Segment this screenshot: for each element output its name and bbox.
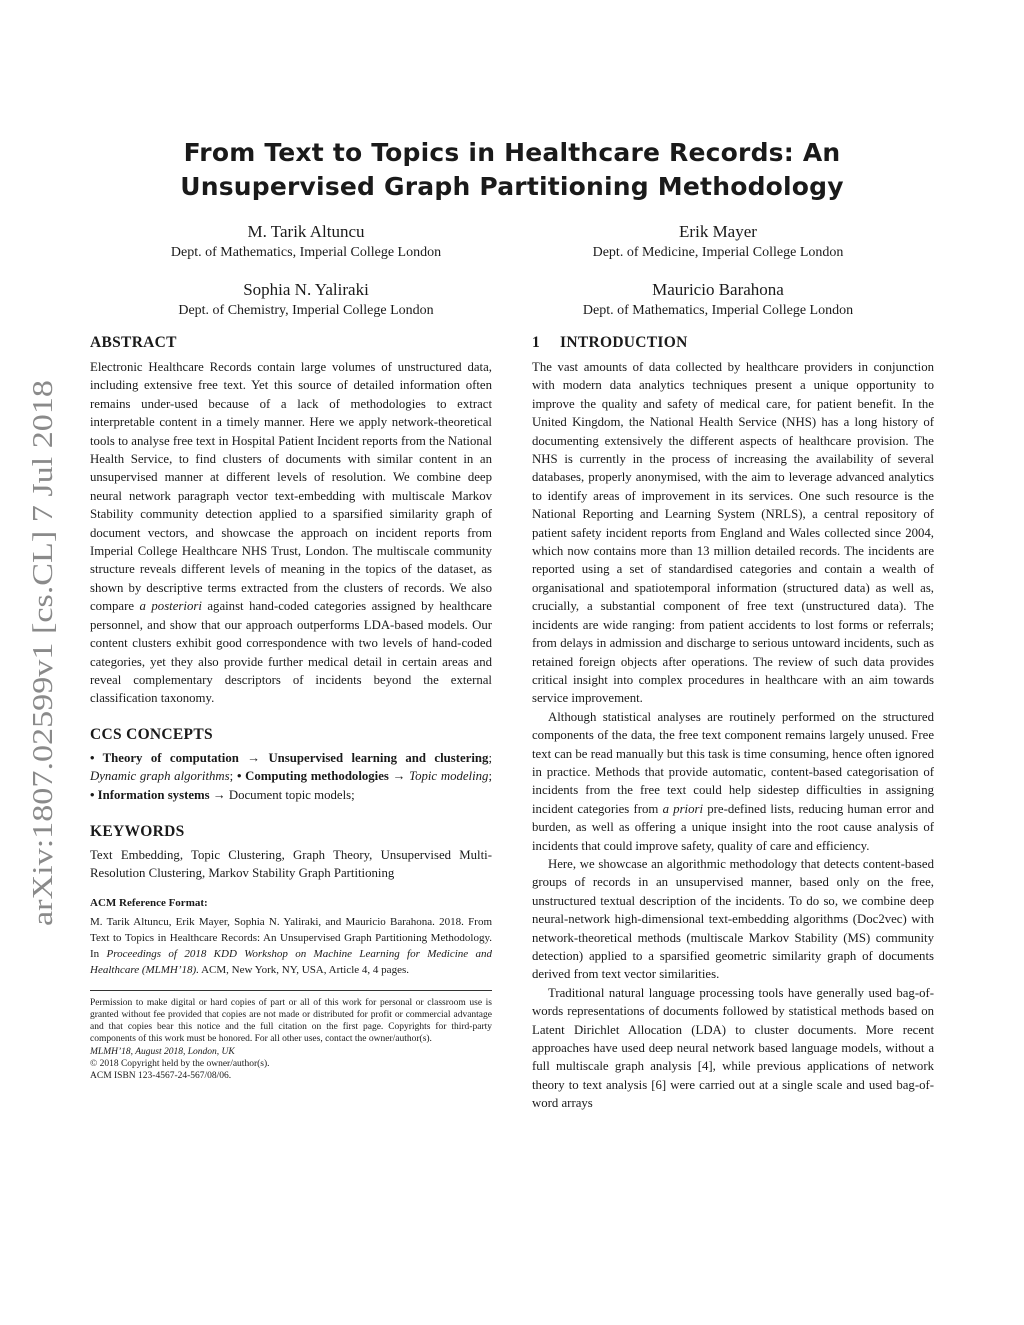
author-block-1 xyxy=(96,221,516,263)
right-column xyxy=(532,332,934,1113)
author-affiliation: Dept. of Medicine, Imperial College London xyxy=(592,245,844,260)
intro-paragraph-3: Here, we showcase an algorithmic methodology that detects content-based groups of records in an unsupervised manner, based only on the free, unstructured textual description of the incidents. To do so, we combine deep neural-network high-dimensional text-embedding algorithms (Doc2vec) with network-theoretical methods (multiscale Markov Stability (MS) community detection) applied to a sparsified geometric similarity graph of documents derived from text vector similarities. xyxy=(532,856,934,982)
intro-paragraph-1: The vast amounts of data collected by healthcare providers in conjunction with modern data analytics techniques present a unique opportunity to improve the quality and safety of medical care, for patient benefit. In the United Kingdom, the National Health Service (NHS) has a long history of documenting extensively the different aspects of healthcare provision. The NHS is currently in the process of increasing the availability of several databases, properly anonymised, with the aim to leverage advanced analytics to identify areas of improvement in its services. One such resource is the National Reporting and Learning System (NRLS), a central repository of patient safety incident reports from England and Wales collected since 2004, which now contains more than 13 million detailed records. The incidents are reported using a set of standardised categories and contain a wealth of organisational and spatiotemporal information (structured data) as well as, crucially, a substantial component of free text (unstructured data). The incidents are wide ranging: from patient accidents to lost forms or referrals; from delays in admission and discharge to serious untoward incidents, such as retained foreign objects after operations. The review of such data provides critical insight into complex procedures in healthcare with an aim towards service improvement. xyxy=(532,360,934,706)
arxiv-id: arXiv:1807.02599v1 [cs.CL] 7 Jul 2018 xyxy=(27,462,59,926)
ccs-concepts: • Theory of computation → Unsupervised learning and clustering; Dynamic graph algorithms; • Computing methodologies → Topic modeling; • Information systems → Document topic models; xyxy=(90,750,493,802)
keywords-heading: KEYWORDS xyxy=(90,822,185,840)
acm-reference-text: M. Tarik Altuncu, Erik Mayer, Sophia N. Yaliraki, and Mauricio Barahona. 2018. From Text to Topics in Healthcare Records: An Unsupervised Graph Partitioning Methodology. In Proceedings of 2018 KDD Workshop on Machine Learning for Medicine and Healthcare (MLMH’18). ACM, New York, NY, USA, Article 4, 4 pages. xyxy=(90,915,492,976)
author-name: Mauricio Barahona xyxy=(652,280,784,299)
author-block-2 xyxy=(508,221,928,263)
author-affiliation: Dept. of Mathematics, Imperial College London xyxy=(170,245,442,260)
isbn: ACM ISBN 123-4567-24-567/08/06. xyxy=(90,1070,232,1081)
introduction-heading: 1 INTRODUCTION xyxy=(532,332,934,354)
left-column xyxy=(90,332,492,1082)
permission-notice: Permission to make digital or hard copies of part or all of this work for personal or classroom use is granted without fee provided that copies are not made or distributed for profit or commercial advantage and that copies bear this notice and the full citation on the first page. Copyrights for third-party components of this work must be honored. For all other uses, contact the owner/author(s). xyxy=(90,997,492,1045)
author-name: Sophia N. Yaliraki xyxy=(243,280,369,299)
section-number: 1 xyxy=(532,334,541,351)
abstract-text: Electronic Healthcare Records contain large volumes of unstructured data, including extensive free text. Yet this source of detailed information often remains under-used because of a lack of methodologies to extract interpretable content in a timely manner. Here we apply network-theoretical tools to analyse free text in Hospital Patient Incident reports from the National Health Service, to find clusters of documents with similar content in an unsupervised manner at different levels of resolution. We combine deep neural network paragraph vector text-embedding with multiscale Markov Stability community detection applied to a sparsified similarity graph of document vectors, and showcase the approach on incident reports from Imperial College Healthcare NHS Trust, London. The multiscale community structure reveals different levels of meaning in the topics of the dataset, as shown by descriptive terms extracted from the clusters of records. We also compare a posteriori against hand-coded categories assigned by healthcare personnel, and show that our approach outperforms LDA-based models. Our content clusters exhibit good correspondence with two levels of hand-coded categories, yet they also provide further medical detail in certain areas and reveal complementary descriptors of incidents beyond the external classification taxonomy. xyxy=(90,360,492,706)
author-block-4 xyxy=(508,279,928,321)
paper-title: From Text to Topics in Healthcare Records: An Unsupervised Graph Partitioning Methodology xyxy=(180,138,844,201)
copyright: © 2018 Copyright held by the owner/author(s). xyxy=(90,1058,270,1069)
footnote xyxy=(90,997,492,1082)
author-name: M. Tarik Altuncu xyxy=(247,222,365,241)
author-block-3 xyxy=(96,279,516,321)
venue: MLMH’18, August 2018, London, UK xyxy=(90,1046,235,1057)
footnote-rule xyxy=(90,990,492,991)
keywords-text: Text Embedding, Topic Clustering, Graph Theory, Unsupervised Multi-Resolution Clustering, Markov Stability Graph Partitioning xyxy=(90,847,492,881)
author-name: Erik Mayer xyxy=(679,222,757,241)
author-affiliation: Dept. of Mathematics, Imperial College London xyxy=(582,303,854,318)
acm-reference-heading: ACM Reference Format: xyxy=(90,896,208,909)
ccs-heading: CCS CONCEPTS xyxy=(90,725,213,743)
intro-paragraph-2: Although statistical analyses are routinely performed on the structured components of the data, the free text component remains largely unused. Free text can be read manually but this task is time consuming, hence often ignored in practice. Methods that provide automatic, content-based categorisation of incidents from the free text could help sidestep difficulties in assigning incident categories from a priori pre-defined lists, reducing human error and burden, as well as offering a unique insight into the root cause analysis of incidents that could improve safety, quality of care and efficiency. xyxy=(532,709,934,853)
author-affiliation: Dept. of Chemistry, Imperial College London xyxy=(178,303,434,318)
arxiv-stamp xyxy=(8,378,70,928)
abstract-heading: ABSTRACT xyxy=(90,334,177,351)
intro-paragraph-4: Traditional natural language processing tools have generally used bag-of-words representations of documents followed by statistical methods based on Latent Dirichlet Allocation (LDA) to cluster documents. More recent approaches have used deep neural network based language models, without a full multiscale graph analysis [4], while previous applications of network theory to text analysis [6] were carried out at a single scale and used bag-of-word arrays xyxy=(532,985,934,1111)
